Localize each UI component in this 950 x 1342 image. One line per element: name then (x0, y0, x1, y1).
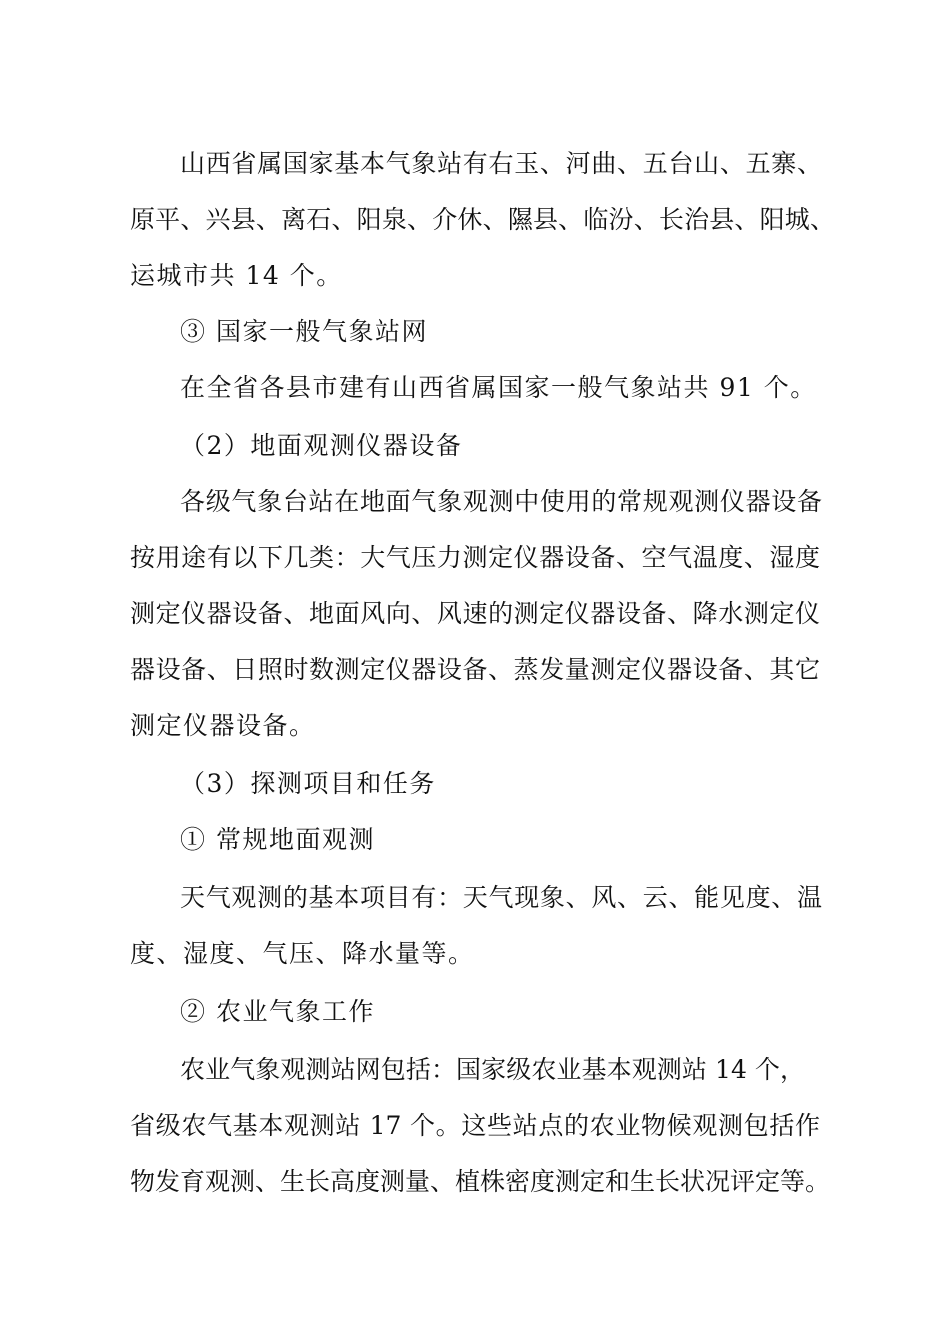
paragraph-line: 省级农气基本观测站 17 个。这些站点的农业物候观测包括作 (130, 1111, 820, 1140)
paragraph-line: 在全省各县市建有山西省属国家一般气象站共 91 个。 (180, 373, 817, 402)
section-heading: ① 常规地面观测 (180, 825, 375, 854)
paragraph-line: 测定仪器设备、地面风向、风速的测定仪器设备、降水测定仪 (130, 599, 820, 628)
paragraph-line: 器设备、日照时数测定仪器设备、蒸发量测定仪器设备、其它 (130, 655, 820, 684)
paragraph-line: 农业气象观测站网包括：国家级农业基本观测站 14 个， (180, 1055, 805, 1084)
section-heading: （3）探测项目和任务 (180, 769, 436, 798)
paragraph-line: 测定仪器设备。 (130, 711, 316, 740)
paragraph-line: 度、湿度、气压、降水量等。 (130, 939, 475, 968)
paragraph-line: 山西省属国家基本气象站有右玉、河曲、五台山、五寨、 (180, 149, 822, 178)
section-heading: ③ 国家一般气象站网 (180, 317, 428, 346)
paragraph-line: 各级气象台站在地面气象观测中使用的常规观测仪器设备 (180, 487, 822, 516)
paragraph-line: 天气观测的基本项目有：天气现象、风、云、能见度、温 (180, 883, 822, 912)
paragraph-line: 运城市共 14 个。 (130, 261, 343, 290)
paragraph-line: 按用途有以下几类：大气压力测定仪器设备、空气温度、湿度 (130, 543, 820, 572)
section-heading: （2）地面观测仪器设备 (180, 431, 463, 460)
paragraph-line: 原平、兴县、离石、阳泉、介休、隰县、临汾、长治县、阳城、 (130, 205, 835, 234)
section-heading: ② 农业气象工作 (180, 997, 375, 1026)
paragraph-line: 物发育观测、生长高度测量、植株密度测定和生长状况评定等。 (130, 1167, 831, 1196)
